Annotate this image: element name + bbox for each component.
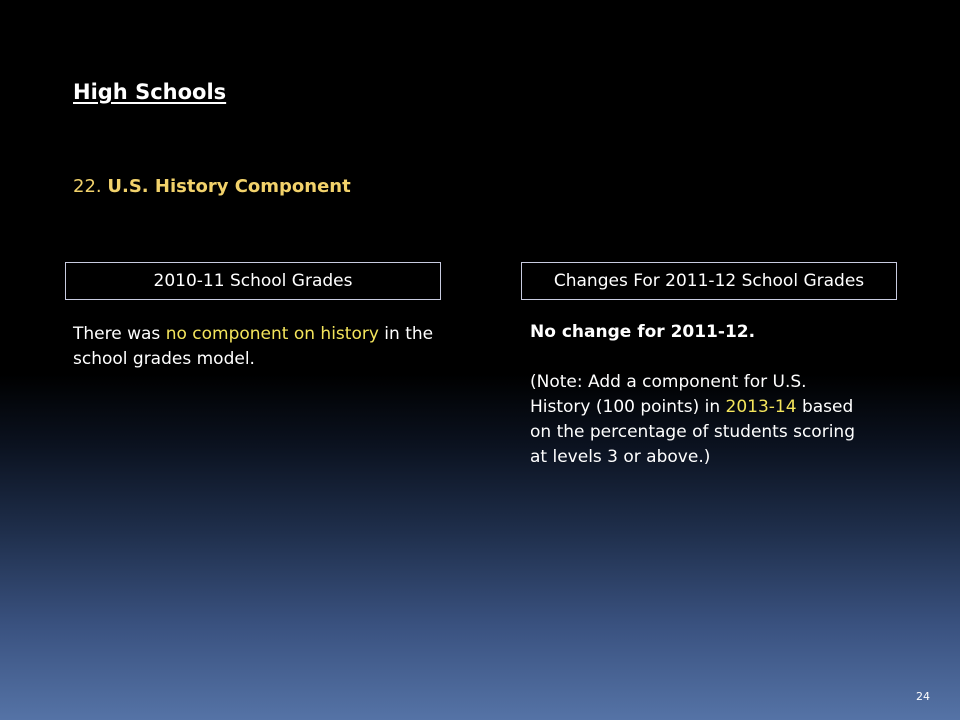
right-note-highlight: 2013-14 xyxy=(725,397,797,417)
right-note-1: (Note: Add a component for U.S. History (100 points) in xyxy=(530,372,807,417)
left-column-body xyxy=(73,322,443,372)
subheading xyxy=(73,176,351,197)
right-column-body xyxy=(530,320,870,470)
right-column-header xyxy=(521,262,897,300)
section-title: High Schools xyxy=(73,80,227,104)
paragraph-gap xyxy=(530,345,870,370)
subheading-name: U.S. History Component xyxy=(107,176,351,197)
left-column-header-label: 2010-11 School Grades xyxy=(153,271,353,291)
right-note-2: based on the percentage of students scoring at levels 3 or above.) xyxy=(530,397,855,467)
subheading-number: 22. xyxy=(73,176,102,197)
right-note xyxy=(530,370,870,470)
left-text-2: in the school grades model. xyxy=(73,324,434,369)
left-column-header xyxy=(65,262,441,300)
left-text-1: There was xyxy=(73,324,166,344)
right-bold-line: No change for 2011-12. xyxy=(530,322,756,342)
right-column-header-label: Changes For 2011-12 School Grades xyxy=(553,271,865,291)
left-highlight: no component on history xyxy=(165,324,379,344)
page-number: 24 xyxy=(916,690,930,703)
